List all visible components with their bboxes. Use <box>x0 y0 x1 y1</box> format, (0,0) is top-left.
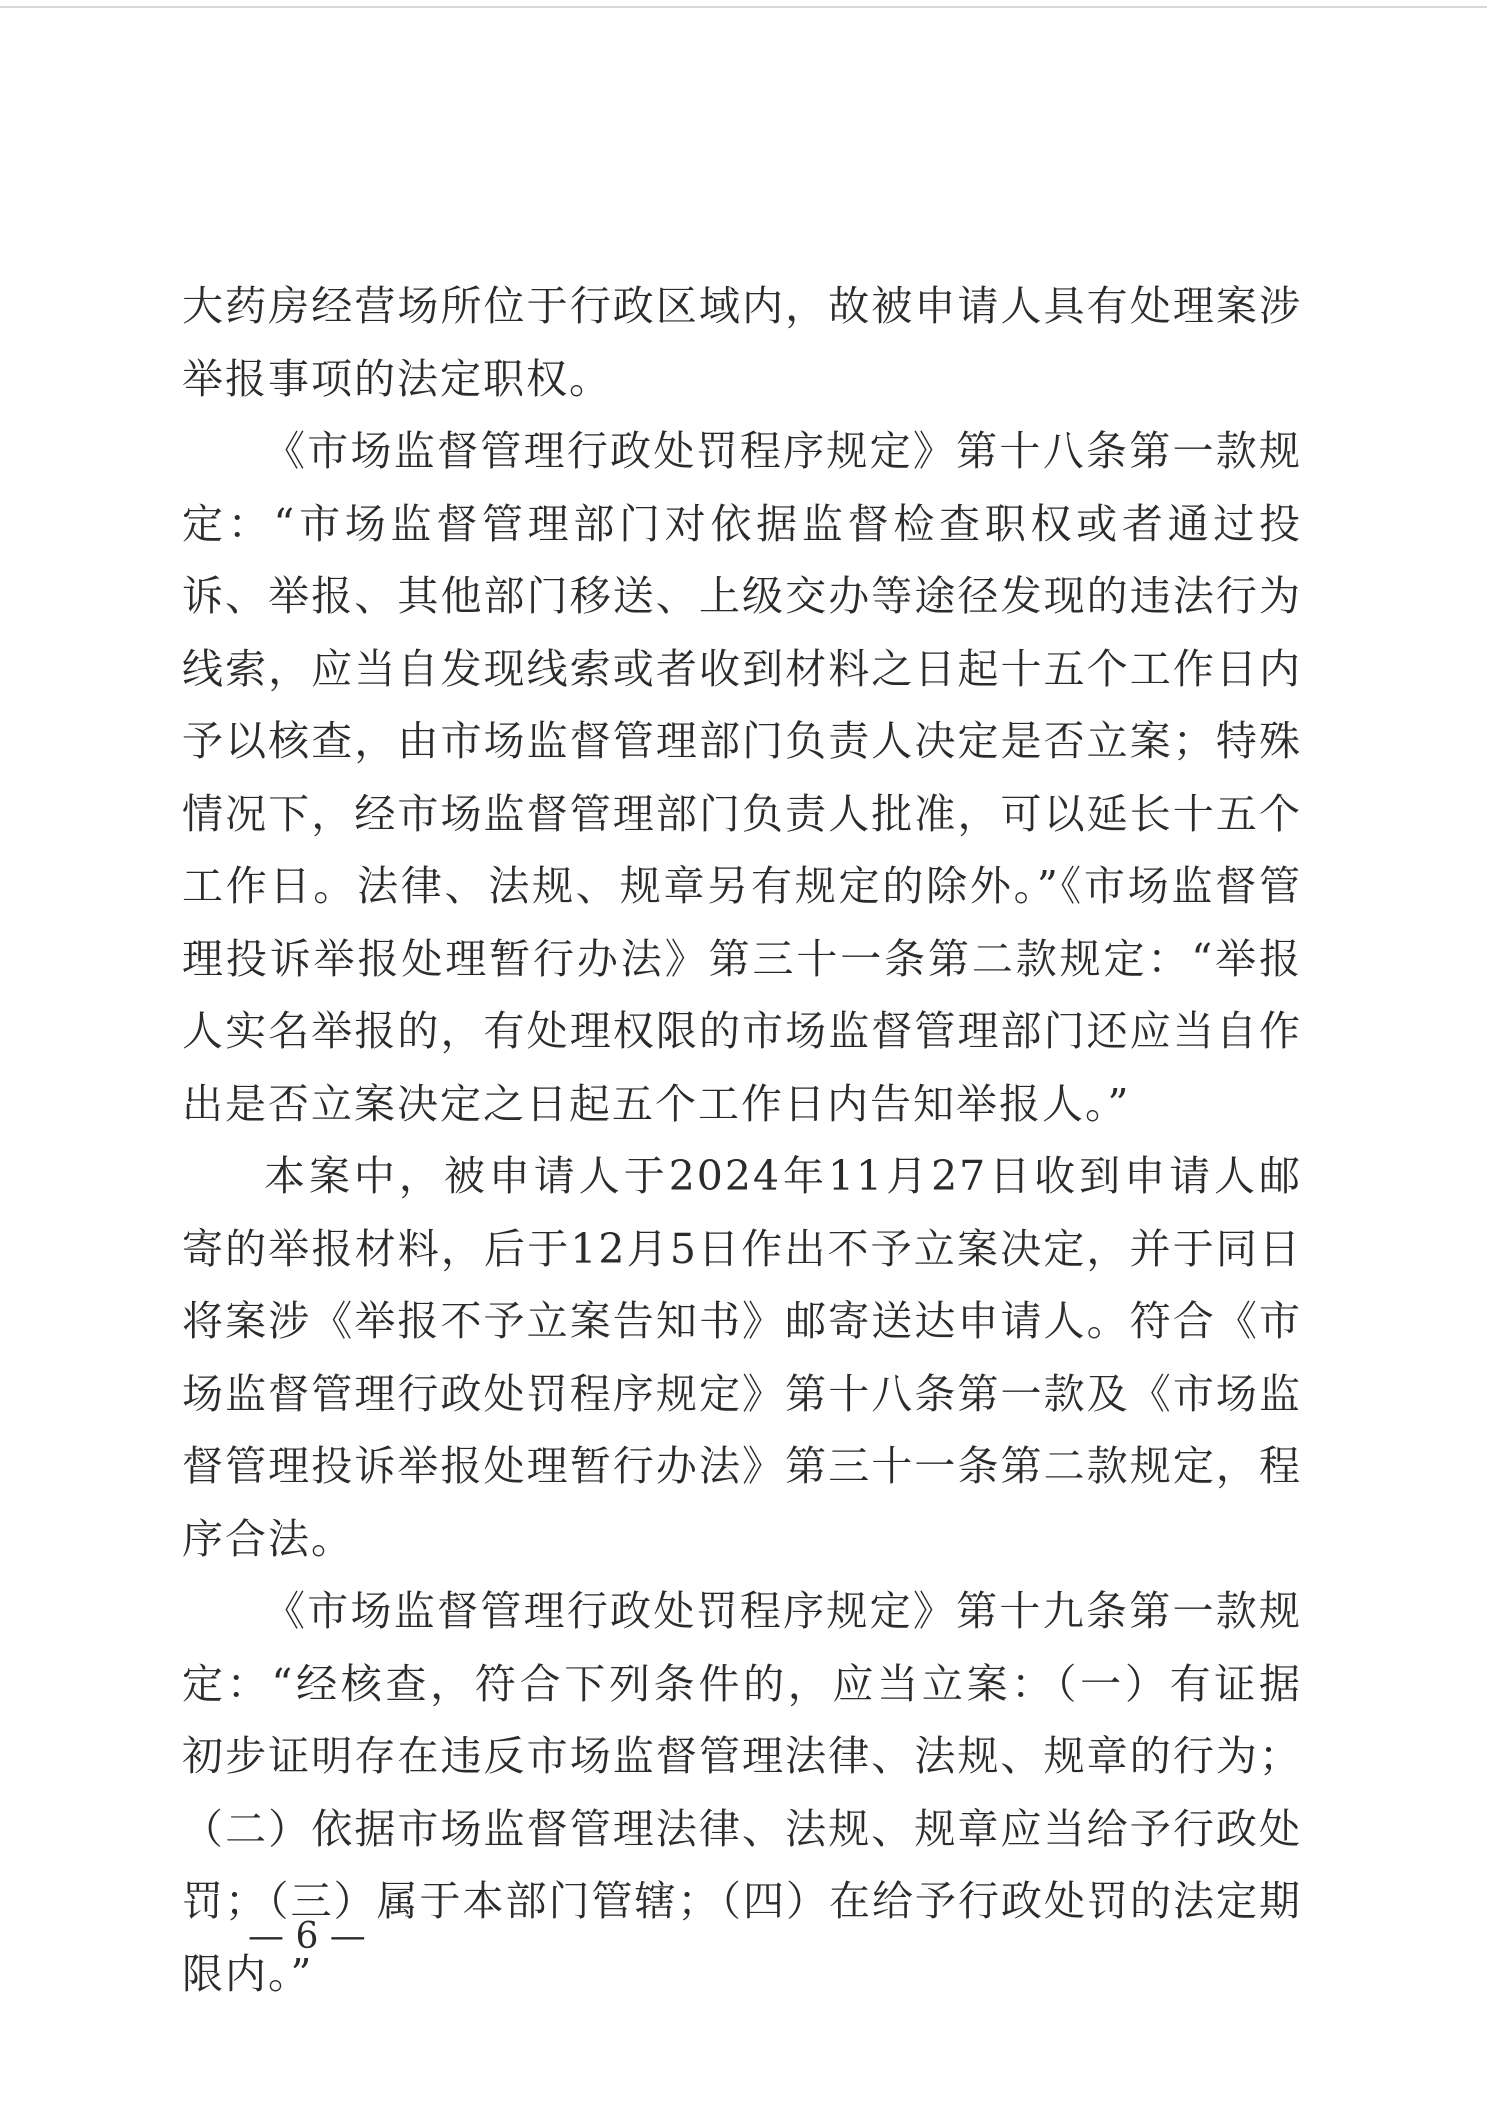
paragraph-2: 《市场监督管理行政处罚程序规定》第十八条第一款规定：“市场监督管理部门对依据监督检查职权或者通过投诉、举报、其他部门移送、上级交办等途径发现的违法行为线索，应当自发现线索或者收到材料之日起十五个工作日内予以核查，由市场监督管理部门负责人决定是否立案；特殊情况下，经市场监督管理部门负责人批准，可以延长十五个工作日。法律、法规、规章另有规定的除外。”《市场监督管理投诉举报处理暂行办法》第三十一条第二款规定：“举报人实名举报的，有处理权限的市场监督管理部门还应当自作出是否立案决定之日起五个工作日内告知举报人。” <box>182 427 1302 1128</box>
paragraph-3: 本案中，被申请人于2024年11月27日收到申请人邮寄的举报材料，后于12月5日作出不予立案决定，并于同日将案涉《举报不予立案告知书》邮寄送达申请人。符合《市场监督管理行政处罚程序规定》第十八条第一款及《市场监督管理投诉举报处理暂行办法》第三十一条第二款规定，程序合法。 <box>182 1152 1302 1563</box>
body-text <box>182 270 1302 2010</box>
paragraph-1: 大药房经营场所位于行政区域内，故被申请人具有处理案涉举报事项的法定职权。 <box>182 282 1302 403</box>
scan-edge-line <box>0 6 1487 8</box>
paragraph-4: 《市场监督管理行政处罚程序规定》第十九条第一款规定：“经核查，符合下列条件的，应当立案：（一）有证据初步证明存在违反市场监督管理法律、法规、规章的行为；（二）依据市场监督管理法律、法规、规章应当给予行政处罚；（三）属于本部门管辖；（四）在给予行政处罚的法定期限内。” <box>182 1587 1302 1998</box>
page-number <box>248 1915 366 1959</box>
page-number-text: — 6 — <box>248 1916 366 1957</box>
